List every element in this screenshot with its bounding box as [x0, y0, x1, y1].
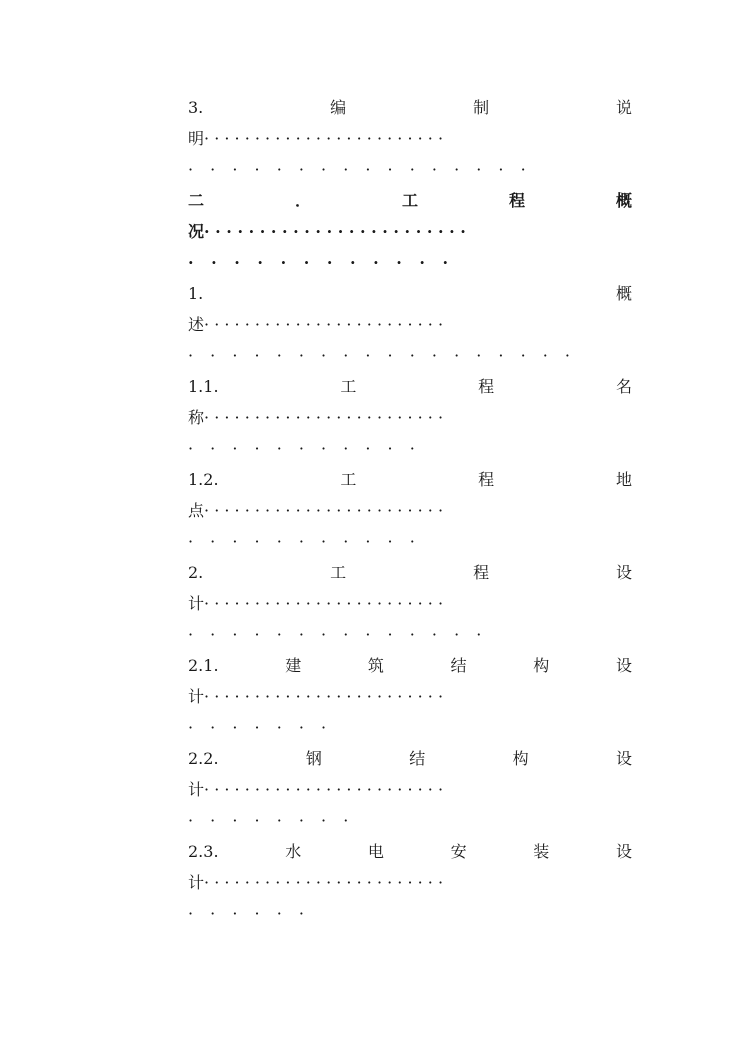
toc-entry-title-line	[188, 557, 632, 588]
toc-entry-title-char: 编	[330, 98, 347, 117]
toc-entry-title-char: 结	[409, 749, 426, 768]
toc-leader-dots: · · · · · · · · · · · ·	[188, 253, 455, 272]
toc-entry-title-char: 设	[615, 563, 632, 582]
toc-entry-number: 2.1.	[188, 656, 219, 675]
toc-entry-title-char: 装	[533, 842, 550, 861]
table-of-contents	[188, 92, 632, 929]
toc-entry-mep-installation-design[interactable]	[188, 836, 632, 929]
toc-entry-leader-continuation	[188, 340, 632, 371]
toc-entry-steel-structure-design[interactable]	[188, 743, 632, 836]
toc-entry-title-char: 程	[478, 470, 495, 489]
toc-entry-title-char: 结	[450, 656, 467, 675]
toc-entry-leader-continuation	[188, 619, 632, 650]
toc-entry-leader-continuation	[188, 247, 632, 278]
toc-entry-number: 1.	[188, 284, 204, 303]
toc-entry-wrap-char: 计	[188, 873, 205, 892]
toc-entry-leader-line	[188, 867, 632, 898]
toc-entry-title-char: 工	[401, 191, 418, 210]
toc-leader-dots: · · · · · · · · · · · · · · · · · · · · · · · ·	[204, 687, 444, 706]
toc-leader-dots: · · · · · · · · · · · · · · · · · · · · · · · ·	[204, 780, 444, 799]
toc-entry-wrap-char: 称	[188, 408, 205, 427]
toc-entry-title-line	[188, 650, 632, 681]
toc-entry-leader-line	[188, 216, 632, 247]
toc-entry-title-char: 概	[615, 284, 632, 303]
toc-entry-title-char: 名	[615, 377, 632, 396]
toc-entry-leader-line	[188, 495, 632, 526]
toc-entry-title-char: 钢	[305, 749, 322, 768]
toc-entry-compile-notes[interactable]	[188, 92, 632, 185]
toc-entry-leader-line	[188, 309, 632, 340]
toc-entry-title-char: ．	[294, 191, 311, 210]
toc-entry-number: 2.3.	[188, 842, 219, 861]
toc-entry-title-char: 安	[450, 842, 467, 861]
toc-leader-dots: · · · · · · · · · · · · · · · · · · · · · · · ·	[204, 129, 444, 148]
toc-leader-dots: · · · · · · · · · · · · · · · · · · · · · · · ·	[204, 594, 444, 613]
toc-entry-title-char: 设	[615, 749, 632, 768]
toc-entry-leader-line	[188, 681, 632, 712]
toc-entry-title-char: 制	[473, 98, 490, 117]
toc-entry-title-char: 建	[285, 656, 302, 675]
toc-entry-title-char: 地	[615, 470, 632, 489]
toc-entry-number: 3.	[188, 98, 204, 117]
toc-entry-title-char: 程	[508, 191, 525, 210]
toc-entry-number: 1.1.	[188, 377, 219, 396]
toc-leader-dots: · · · · · · · · · · · · · · · · · · · · · · · ·	[204, 873, 444, 892]
toc-leader-dots: · · · · · · · · · · · · · ·	[188, 625, 488, 644]
toc-entry-leader-line	[188, 123, 632, 154]
toc-leader-dots: · · · · · · · · · · ·	[188, 532, 421, 551]
toc-entry-wrap-char: 计	[188, 687, 205, 706]
toc-entry-wrap-char: 点	[188, 501, 205, 520]
toc-entry-project-location[interactable]	[188, 464, 632, 557]
toc-leader-dots: · · · · · · ·	[188, 718, 333, 737]
toc-entry-title-char: 程	[478, 377, 495, 396]
toc-entry-leader-line	[188, 774, 632, 805]
toc-entry-wrap-char: 述	[188, 315, 205, 334]
toc-entry-title-char: 说	[615, 98, 632, 117]
toc-entry-leader-continuation	[188, 154, 632, 185]
toc-entry-title-line	[188, 464, 632, 495]
toc-leader-dots: · · · · · ·	[188, 904, 310, 923]
toc-entry-leader-continuation	[188, 712, 632, 743]
toc-entry-title-char: 构	[512, 749, 529, 768]
toc-entry-title-line	[188, 836, 632, 867]
toc-entry-title-char: 水	[285, 842, 302, 861]
toc-entry-title-char: 设	[615, 656, 632, 675]
toc-entry-leader-continuation	[188, 433, 632, 464]
toc-leader-dots: · · · · · · · · · · · · · · · ·	[188, 160, 532, 179]
toc-entry-leader-continuation	[188, 805, 632, 836]
toc-entry-number: 二	[188, 191, 205, 210]
toc-entry-leader-line	[188, 402, 632, 433]
toc-entry-leader-continuation	[188, 526, 632, 557]
toc-entry-overview[interactable]	[188, 278, 632, 371]
toc-entry-title-line	[188, 92, 632, 123]
toc-entry-title-line	[188, 278, 632, 309]
toc-leader-dots: · · · · · · · · · · · · · · · · · · · · · · · ·	[204, 408, 444, 427]
toc-entry-project-design[interactable]	[188, 557, 632, 650]
toc-entry-title-char: 筑	[367, 656, 384, 675]
toc-entry-title-char: 工	[330, 563, 347, 582]
toc-leader-dots: · · · · · · · · · · · · · · · · · · · · · · · ·	[204, 222, 466, 241]
toc-entry-title-line	[188, 371, 632, 402]
toc-entry-number: 1.2.	[188, 470, 219, 489]
toc-leader-dots: · · · · · · · · · · · · · · · · · · · · · · · ·	[204, 501, 444, 520]
toc-entry-project-overview[interactable]	[188, 185, 632, 278]
toc-entry-title-char: 设	[615, 842, 632, 861]
toc-entry-title-char: 电	[367, 842, 384, 861]
toc-entry-title-char: 构	[533, 656, 550, 675]
toc-leader-dots: · · · · · · · · · · ·	[188, 439, 421, 458]
toc-entry-wrap-char: 况	[188, 222, 205, 241]
toc-entry-title-char: 工	[340, 377, 357, 396]
toc-entry-number: 2.	[188, 563, 204, 582]
toc-entry-number: 2.2.	[188, 749, 219, 768]
toc-entry-title-line	[188, 743, 632, 774]
toc-entry-architectural-structural-design[interactable]	[188, 650, 632, 743]
toc-entry-project-name[interactable]	[188, 371, 632, 464]
toc-entry-wrap-char: 计	[188, 594, 205, 613]
toc-entry-wrap-char: 计	[188, 780, 205, 799]
toc-entry-title-char: 工	[340, 470, 357, 489]
toc-leader-dots: · · · · · · · · · · · · · · · · · ·	[188, 346, 577, 365]
toc-entry-wrap-char: 明	[188, 129, 205, 148]
toc-entry-title-char: 概	[615, 191, 632, 210]
toc-leader-dots: · · · · · · · ·	[188, 811, 355, 830]
toc-entry-leader-line	[188, 588, 632, 619]
toc-leader-dots: · · · · · · · · · · · · · · · · · · · · · · · ·	[204, 315, 444, 334]
toc-entry-title-char: 程	[473, 563, 490, 582]
toc-entry-title-line	[188, 185, 632, 216]
toc-entry-leader-continuation	[188, 898, 632, 929]
